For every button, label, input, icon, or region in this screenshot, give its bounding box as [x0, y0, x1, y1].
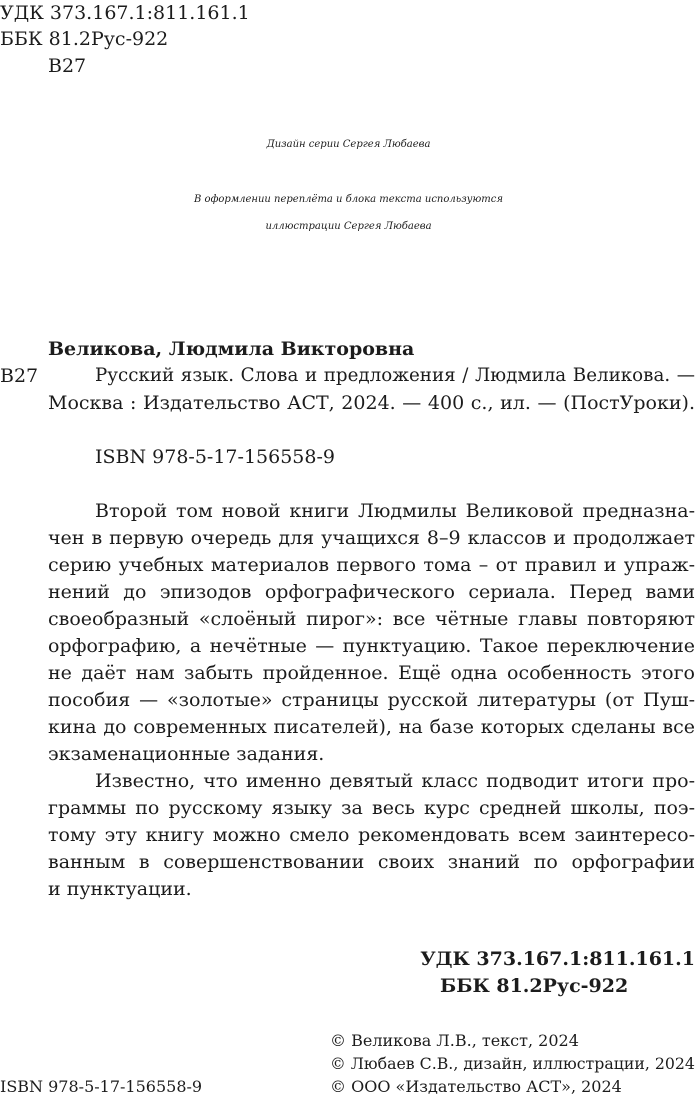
catalog-title-line1: Русский язык. Слова и предложения / Людмила Великова. — — [95, 365, 695, 386]
top-bbk: ББК 81.2Рус-922 — [0, 28, 169, 50]
annotation-line: Известно, что именно девятый класс подводит итоги про- — [95, 770, 695, 792]
catalog-author: Великова, Людмила Викторовна — [48, 338, 415, 360]
annotation-line: пособия — «золотые» страницы русской литературы (от Пуш- — [48, 689, 695, 711]
catalog-title-line2: Москва : Издательство АСТ, 2024. — 400 с., ил. — (ПостУроки). — [48, 392, 695, 414]
annotation-line: чен в первую очередь для учащихся 8–9 классов и продолжает — [48, 527, 695, 549]
catalog-code: В27 — [0, 365, 39, 387]
catalog-isbn: ISBN 978-5-17-156558-9 — [95, 446, 335, 468]
annotation-line: своеобразный «слоёный пирог»: все чётные главы повторяют — [48, 608, 695, 630]
top-udk: УДК 373.167.1:811.161.1 — [0, 2, 250, 24]
copyright-line: © Великова Л.В., текст, 2024 — [330, 1031, 579, 1050]
annotation-line: нений до эпизодов орфографического сериала. Перед вами — [48, 581, 695, 603]
copyright-line: © ООО «Издательство АСТ», 2024 — [330, 1077, 622, 1096]
bottom-udk: УДК 373.167.1:811.161.1 — [420, 948, 695, 970]
top-author-code: В27 — [48, 55, 87, 77]
illustrations-credit-line2: иллюстрации Сергея Любаева — [265, 221, 432, 232]
annotation-line: ванным в совершенствовании своих знаний по орфографии — [48, 851, 695, 873]
annotation-line: тому эту книгу можно смело рекомендовать всем заинтересо- — [48, 824, 695, 846]
annotation-line: орфографию, а нечётные — пунктуацию. Такое переключение — [48, 635, 695, 657]
annotation-line: не даёт нам забыть пройденное. Ещё одна особенность этого — [48, 662, 695, 684]
series-design-credit: Дизайн серии Сергея Любаева — [266, 139, 431, 150]
annotation-line: и пунктуации. — [48, 878, 192, 900]
annotation-line: серию учебных материалов первого тома – от правил и упраж- — [48, 554, 695, 576]
bottom-bbk: ББК 81.2Рус-922 — [440, 975, 629, 997]
illustrations-credit-line1: В оформлении переплёта и блока текста используются — [194, 194, 503, 205]
annotation-line: граммы по русскому языку за весь курс средней школы, поэ- — [48, 797, 695, 819]
bottom-isbn: ISBN 978-5-17-156558-9 — [0, 1077, 203, 1096]
annotation-line: экзаменационные задания. — [48, 743, 325, 765]
annotation-line: Второй том новой книги Людмилы Великовой предназна- — [95, 500, 695, 522]
annotation-line: кина до современных писателей), на базе которых сделаны все — [48, 716, 695, 738]
copyright-line: © Любаев С.В., дизайн, иллюстрации, 2024 — [330, 1054, 695, 1073]
